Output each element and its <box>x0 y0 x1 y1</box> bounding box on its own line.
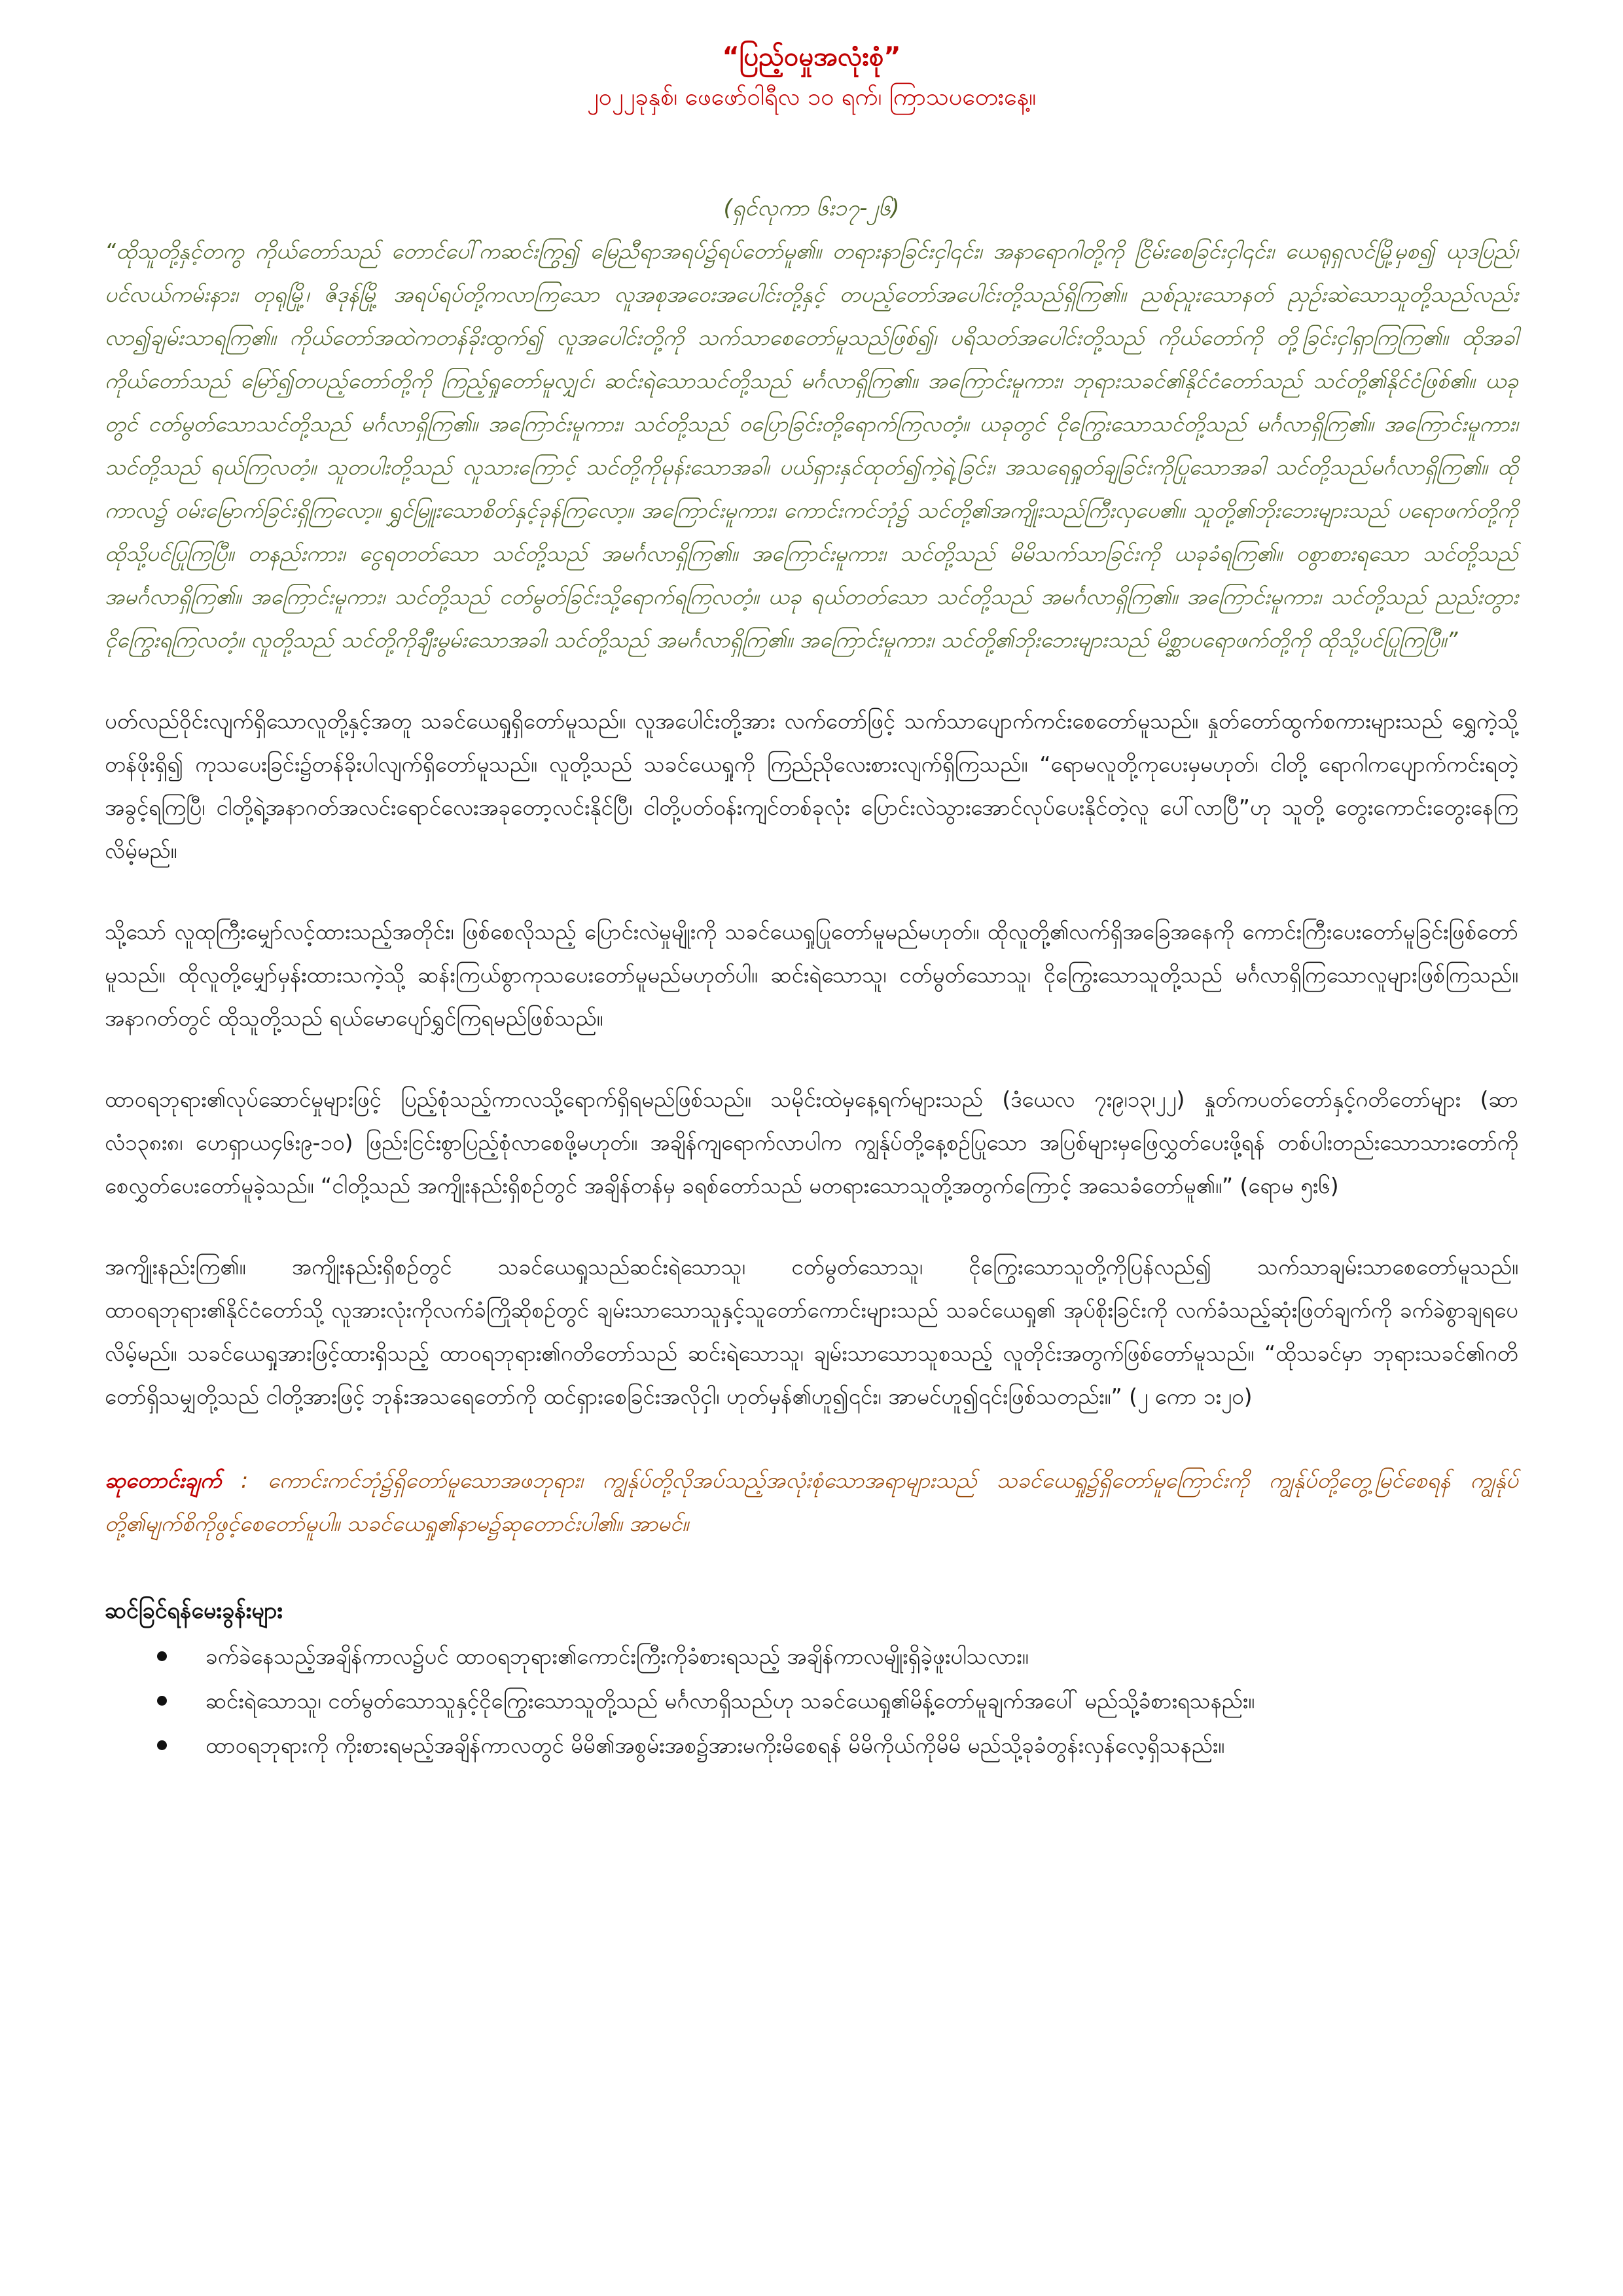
prayer-block <box>105 1459 1518 1545</box>
date-line: ၂၀၂၂ခုနှစ်၊ ဖေဖော်ဝါရီလ ၁၀ ရက်၊ ကြာသပတေးနေ့။ <box>586 84 1037 111</box>
bullet-icon <box>157 1651 167 1661</box>
body-paragraph-3: ထာဝရဘုရား၏လုပ်ဆောင်မှုများဖြင့် ပြည့်စုံသည့်ကာလသို့ရောက်ရှိရမည်ဖြစ်သည်။ သမိုင်းထဲမှနေ့ရက်များသည် (ဒံယေလ ၇း၉၊၁၃၊၂၂) နှုတ်ကပတ်တော်နှင့်ဂတိတော်များ (ဆာလံ၁၃၈း၈၊ ဟေရှာယ၄၆း၉-၁၀) ဖြည်းငြင်းစွာပြည့်စုံလာစေဖို့မဟုတ်။ အချိန်ကျရောက်လာပါက ကျွန်ုပ်တို့နေ့စဉ်ပြုသော အပြစ်များမှဖြေလွှတ်ပေးဖို့ရန် တစ်ပါးတည်းသောသားတော်ကို စေလွှတ်ပေးတော်မူခဲ့သည်။ “ငါတို့သည် အကျိုးနည်းရှိစဉ်တွင် အချိန်တန်မှ ခရစ်တော်သည် မတရားသောသူတို့အတွက်ကြောင့် အသေခံတော်မူ၏။” (ရောမ ၅း၆) <box>105 1086 1518 1198</box>
body-paragraph-4: အကျိုးနည်းကြ၏။ အကျိုးနည်းရှိစဉ်တွင် သခင်ယေရှုသည်ဆင်းရဲသောသူ၊ ငတ်မွတ်သောသူ၊ ငိုကြွေးသောသူတို့ကိုပြန်လည်၍ သက်သာချမ်းသာစေတော်မူသည်။ ထာဝရဘုရား၏နိုင်ငံတော်သို့ လူအားလုံးကိုလက်ခံကြိုဆိုစဉ်တွင် ချမ်းသာသောသူနှင့်သူတော်ကောင်းများသည် သခင်ယေရှု၏ အုပ်စိုးခြင်းကို လက်ခံသည့်ဆုံးဖြတ်ချက်ကို ခက်ခဲစွာချရပေလိမ့်မည်။ သခင်ယေရှုအားဖြင့်ထားရှိသည့် ထာဝရဘုရား၏ဂတိတော်သည် ဆင်းရဲသောသူ၊ ချမ်းသာသောသူစသည့် လူတိုင်းအတွက်ဖြစ်တော်မူသည်။ “ထိုသခင်မှာ ဘုရားသခင်၏ဂတိတော်ရှိသမျှတို့သည် ငါတို့အားဖြင့် ဘုန်းအသရေတော်ကို ထင်ရှားစေခြင်းအလိုငှါ၊ ဟုတ်မှန်၏ဟူ၍၎င်း၊ အာမင်ဟူ၍၎င်းဖြစ်သတည်း။” (၂ ကော ၁း၂၀) <box>105 1254 1518 1409</box>
questions-heading: ဆင်ခြင်ရန်မေးခွန်းများ <box>105 1598 283 1624</box>
body-paragraph-2: သို့သော် လူထုကြီးမျှော်လင့်ထားသည့်အတိုင်း၊ ဖြစ်စေလိုသည့် ပြောင်းလဲမှုမျိုးကို သခင်ယေရှုပြုတော်မူမည်မဟုတ်။ ထိုလူတို့၏လက်ရှိအခြေအနေကို ကောင်းကြီးပေးတော်မူခြင်းဖြစ်တော်မူသည်။ ထိုလူတို့မျှော်မှန်းထားသကဲ့သို့ ဆန်းကြယ်စွာကုသပေးတော်မူမည်မဟုတ်ပါ။ ဆင်းရဲသောသူ၊ ငတ်မွတ်သောသူ၊ ငိုကြွေးသောသူတို့သည် မင်္ဂလာရှိကြသောလူများဖြစ်ကြသည်။ အနာဂတ်တွင် ထိုသူတို့သည် ရယ်မောပျော်ရွှင်ကြရမည်ဖြစ်သည်။ <box>105 919 1518 1031</box>
bullet-icon <box>157 1740 167 1750</box>
scripture-passage: “ထိုသူတို့နှင့်တကွ ကိုယ်တော်သည် တောင်ပေါ်ကဆင်းကြွ၍ မြေညီရာအရပ်၌ရပ်တော်မူ၏။ တရားနာခြင်းငှါ၎င်း၊ အနာရောဂါတို့ကို ငြိမ်းစေခြင်းငှါ၎င်း၊ ယေရုရှလင်မြို့မှစ၍ ယုဒပြည်၊ ပင်လယ်ကမ်းနား၊ တုရုမြို့၊ ဇိဒုန်မြို့ အရပ်ရပ်တို့ကလာကြသော လူအစုအဝေးအပေါင်းတို့နှင့် တပည့်တော်အပေါင်းတို့သည်ရှိကြ၏။ ညစ်ညူးသောနတ် ညှဉ်းဆဲသောသူတို့သည်လည်း လာ၍ချမ်းသာရကြ၏။ ကိုယ်တော်အထဲကတန်ခိုးထွက်၍ လူအပေါင်းတို့ကို သက်သာစေတော်မူသည်ဖြစ်၍၊ ပရိသတ်အပေါင်းတို့သည် ကိုယ်တော်ကို တို့ခြင်းငှါရှာကြကြ၏။ ထိုအခါ ကိုယ်တော်သည် မြော်၍တပည့်တော်တို့ကို ကြည့်ရှုတော်မူလျှင်၊ ဆင်းရဲသောသင်တို့သည် မင်္ဂလာရှိကြ၏။ အကြောင်းမူကား၊ ဘုရားသခင်၏နိုင်ငံတော်သည် သင်တို့၏နိုင်ငံဖြစ်၏။ ယခုတွင် ငတ်မွတ်သောသင်တို့သည် မင်္ဂလာရှိကြ၏။ အကြောင်းမူကား၊ သင်တို့သည် ဝပြောခြင်းတို့ရောက်ကြလတံ့။ ယခုတွင် ငိုကြွေးသောသင်တို့သည် မင်္ဂလာရှိကြ၏။ အကြောင်းမူကား၊ သင်တို့သည် ရယ်ကြလတံ့။ သူတပါးတို့သည် လူသားကြောင့် သင်တို့ကိုမုန်းသောအခါ၊ ပယ်ရှားနှင်ထုတ်၍ကဲ့ရဲ့ခြင်း၊ အသရေရှုတ်ချခြင်းကိုပြုသောအခါ သင်တို့သည်မင်္ဂလာရှိကြ၏။ ထိုကာလ၌ ဝမ်းမြောက်ခြင်းရှိကြလော့။ ရွှင်မြူးသောစိတ်နှင့်ခုန်ကြလော့။ အကြောင်းမူကား၊ ကောင်းကင်ဘုံ၌ သင်တို့၏အကျိုးသည်ကြီးလှပေ၏။ သူတို့၏ဘိုးဘေးများသည် ပရောဖက်တို့ကို ထိုသို့ပင်ပြုကြပြီ။ တနည်းကား၊ ငွေရတတ်သော သင်တို့သည် အမင်္ဂလာရှိကြ၏။ အကြောင်းမူကား၊ သင်တို့သည် မိမိသက်သာခြင်းကို ယခုခံရကြ၏။ ဝစွာစားရသော သင်တို့သည် အမင်္ဂလာရှိကြ၏။ အကြောင်းမူကား၊ သင်တို့သည် ငတ်မွတ်ခြင်းသို့ရောက်ရကြလတံ့။ ယခု ရယ်တတ်သော သင်တို့သည် အမင်္ဂလာရှိကြ၏။ အကြောင်းမူကား၊ သင်တို့သည် ညည်းတွားငိုကြွေးရကြလတံ့။ လူတို့သည် သင်တို့ကိုချီးမွမ်းသောအခါ၊ သင်တို့သည် အမင်္ဂလာရှိကြ၏။ အကြောင်းမူကား၊ သင်တို့၏ဘိုးဘေးများသည် မိစ္ဆာပရောဖက်တို့ကို ထိုသို့ပင်ပြုကြပြီ။” <box>105 238 1518 653</box>
bullet-icon <box>157 1696 167 1706</box>
body-paragraph-1: ပတ်လည်ဝိုင်းလျက်ရှိသောလူတို့နှင့်အတူ သခင်ယေရှုရှိတော်မူသည်။ လူအပေါင်းတို့အား လက်တော်ဖြင့် သက်သာပျောက်ကင်းစေတော်မူသည်။ နှုတ်တော်ထွက်စကားများသည် ရွှေကဲ့သို့တန်ဖိုးရှိ၍ ကုသပေးခြင်း၌တန်ခိုးပါလျက်ရှိတော်မူသည်။ လူတို့သည် သခင်ယေရှုကို ကြည်ညိုလေးစားလျက်ရှိကြသည်။ “ရောမလူတို့ကုပေးမှမဟုတ်၊ ငါတို့ ရောဂါကပျောက်ကင်းရတဲ့အခွင့်ရကြပြီ၊ ငါတို့ရဲ့အနာဂတ်အလင်းရောင်လေးအခုတော့လင်းနိုင်ပြီ၊ ငါတို့ပတ်ဝန်းကျင်တစ်ခုလုံး ပြောင်းလဲသွားအောင်လုပ်ပေးနိုင်တဲ့လူ ပေါ်လာပြီ”ဟု သူတို့ တွေးကောင်းတွေးနေကြလိမ့်မည်။ <box>105 708 1518 863</box>
question-text-3: ထာဝရဘုရားကို ကိုးစားရမည့်အချိန်ကာလတွင် မိမိ၏အစွမ်းအစ၌အားမကိုးမိစေရန် မိမိကိုယ်ကိုမိမိ မည်သို့ခုခံတွန်းလှန်လေ့ရှိသနည်း။ <box>205 1732 1225 1758</box>
questions-list <box>105 1634 1518 1768</box>
question-text-2: ဆင်းရဲသောသူ၊ ငတ်မွတ်သောသူနှင့်ငိုကြွေးသောသူတို့သည် မင်္ဂလာရှိသည်ဟု သခင်ယေရှု၏မိန့်တော်မူချက်အပေါ် မည်သို့ခံစားရသနည်း။ <box>205 1688 1255 1713</box>
page-title: “ပြည့်ဝမှုအလုံးစုံ” <box>722 42 901 72</box>
question-item-1 <box>157 1634 1518 1679</box>
question-text-1: ခက်ခဲနေသည့်အချိန်ကာလ၌ပင် ထာဝရဘုရား၏ကောင်းကြီးကိုခံစားရသည့် အချိန်ကာလမျိုးရှိခဲ့ဖူးပါသလား။ <box>205 1643 1029 1669</box>
prayer-label: ဆုတောင်းချက် <box>105 1467 222 1493</box>
question-item-3 <box>157 1723 1518 1768</box>
question-item-2 <box>157 1679 1518 1723</box>
scripture-reference: (ရှင်လုကာ ၆း၁၇-၂၆) <box>723 195 900 221</box>
prayer-text: : ကောင်းကင်ဘုံ၌ရှိတော်မူသောအဖဘုရား၊ ကျွန်ုပ်တို့လိုအပ်သည့်အလုံးစုံသောအရာများသည် သခင်ယေရှု၌ရှိတော်မူကြောင်းကို ကျွန်ုပ်တို့တွေ့မြင်စေရန် ကျွန်ုပ်တို့၏မျက်စိကိုဖွင့်စေတော်မူပါ။ သခင်ယေရှု၏နာမ၌ဆုတောင်းပါ၏။ အာမင်။ <box>105 1467 1519 1536</box>
